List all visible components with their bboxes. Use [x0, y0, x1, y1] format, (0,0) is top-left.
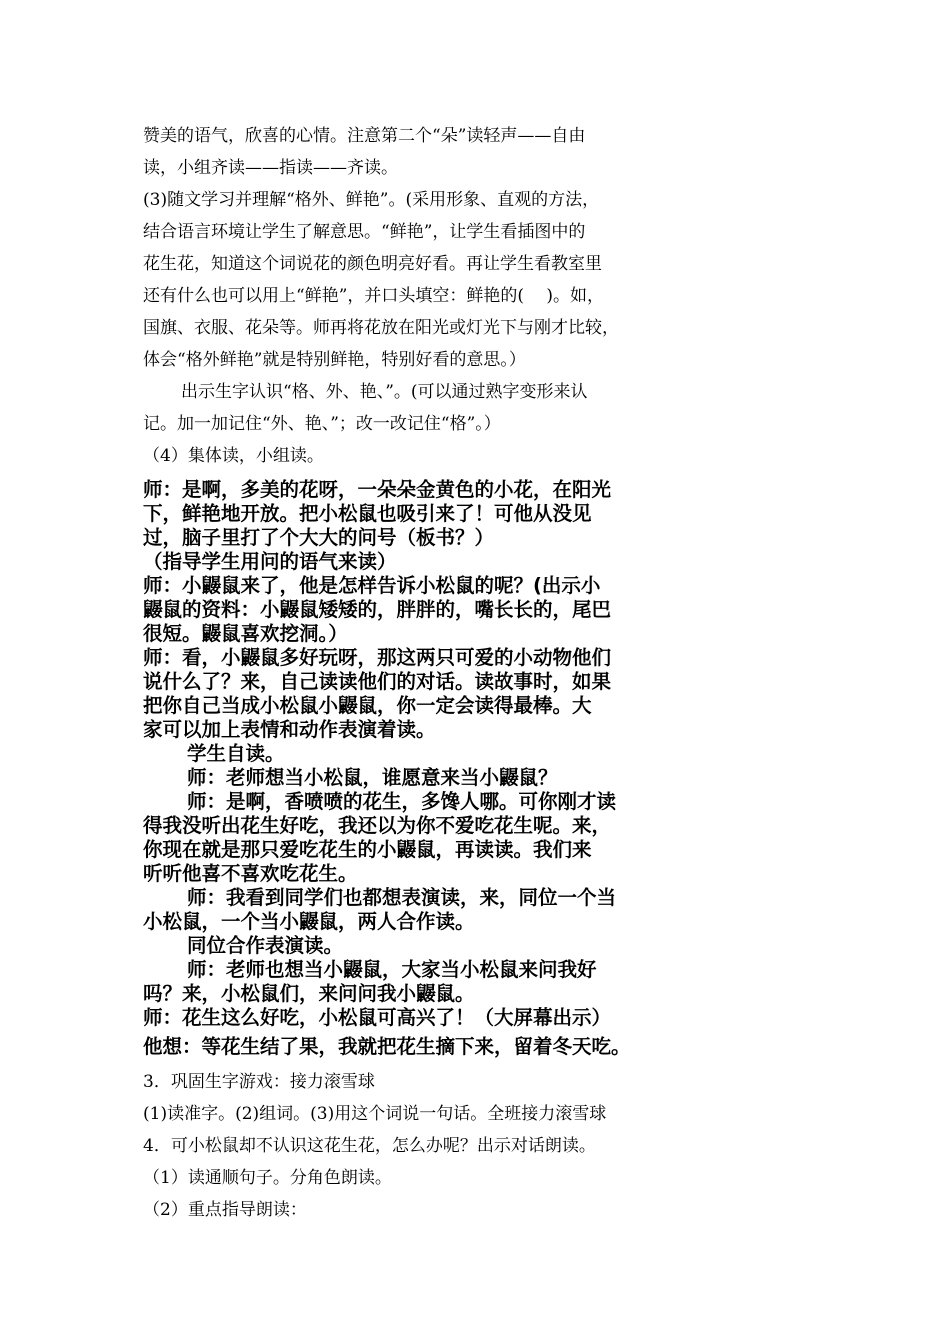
bold-line: 师：是啊，多美的花呀，一朵朵金黄色的小花，在阳光	[143, 478, 612, 501]
text-line: 花生花，知道这个词说花的颜色明亮好看。再让学生看教室里	[143, 254, 602, 274]
bold-line: 同位合作表演读。	[187, 934, 344, 957]
bold-line: 师：我看到同学们也都想表演读，来，同位一个当	[187, 886, 617, 909]
text-line: 体会“格外鲜艳”就是特别鲜艳，特别好看的意思。）	[143, 350, 526, 370]
bold-line: 听听他喜不喜欢吃花生。	[143, 862, 358, 885]
bold-line: 他想：等花生结了果，我就把花生摘下来，留着冬天吃。	[143, 1035, 631, 1058]
bold-line: 师：老师也想当小鼹鼠，大家当小松鼠来问我好	[187, 958, 597, 981]
text-line: (1)读准字。(2)组词。(3)用这个词说一句话。全班接力滚雪球	[143, 1104, 607, 1124]
bold-line: 师：小鼹鼠来了，他是怎样告诉小松鼠的呢？(出示小	[143, 574, 601, 597]
text-line: （1）读通顺句子。分角色朗读。	[143, 1168, 392, 1188]
bold-line: 很短。鼹鼠喜欢挖洞。）	[143, 622, 348, 645]
bold-line: 得我没听出花生好吃，我还以为你不爱吃花生呢。来，	[143, 814, 612, 837]
text-line: (3)随文学习并理解“格外、鲜艳”。(采用形象、直观的方法，	[143, 190, 600, 210]
bold-line: 把你自己当成小松鼠小鼹鼠，你一定会读得最棒。大	[143, 694, 592, 717]
document-body	[143, 120, 673, 1226]
text-line: 读，小组齐读——指读——齐读。	[143, 158, 398, 178]
text-line: 4．可小松鼠却不认识这花生花，怎么办呢？出示对话朗读。	[143, 1136, 596, 1156]
bold-line: （指导学生用问的语气来读）	[143, 550, 397, 573]
bold-line: 师：看，小鼹鼠多好玩呀，那这两只可爱的小动物他们	[143, 646, 612, 669]
text-line: 出示生字认识“格、外、艳、”。(可以通过熟字变形来认	[181, 382, 588, 402]
bold-line: 家可以加上表情和动作表演着读。	[143, 718, 436, 741]
text-line: 还有什么也可以用上“鲜艳”，并口头填空：鲜艳的( )。如，	[143, 286, 605, 306]
text-line: （2）重点指导朗读：	[143, 1200, 307, 1220]
bold-line: 师：是啊，香喷喷的花生，多馋人哪。可你刚才读	[187, 790, 617, 813]
text-line: 3．巩固生字游戏：接力滚雪球	[143, 1072, 375, 1092]
bold-line: 说什么了？来，自己读读他们的对话。读故事时，如果	[143, 670, 612, 693]
text-line: 记。加一加记住“外、艳、”；改一改记住“格”。）	[143, 414, 501, 434]
bold-line: 鼹鼠的资料：小鼹鼠矮矮的，胖胖的，嘴长长的，尾巴	[143, 598, 612, 621]
bold-line: 师：花生这么好吃，小松鼠可高兴了！（大屏幕出示）	[143, 1006, 612, 1029]
bold-line: 下，鲜艳地开放。把小松鼠也吸引来了！可他从没见	[143, 502, 592, 525]
bold-line: 吗？来，小松鼠们，来问问我小鼹鼠。	[143, 982, 475, 1005]
bold-line: 小松鼠，一个当小鼹鼠，两人合作读。	[143, 910, 475, 933]
text-line: 赞美的语气，欣喜的心情。注意第二个“朵”读轻声——自由	[143, 126, 586, 146]
bold-line: 师：老师想当小松鼠，谁愿意来当小鼹鼠？	[187, 766, 558, 789]
text-line: 国旗、衣服、花朵等。师再将花放在阳光或灯光下与刚才比较，	[143, 318, 619, 338]
text-line: （4）集体读，小组读。	[143, 446, 324, 466]
text-line: 结合语言环境让学生了解意思。“鲜艳”，让学生看插图中的	[143, 222, 586, 242]
bold-line: 学生自读。	[187, 742, 285, 765]
bold-line: 你现在就是那只爱吃花生的小鼹鼠，再读读。我们来	[143, 838, 592, 861]
bold-line: 过，脑子里打了个大大的问号（板书？）	[143, 526, 495, 549]
